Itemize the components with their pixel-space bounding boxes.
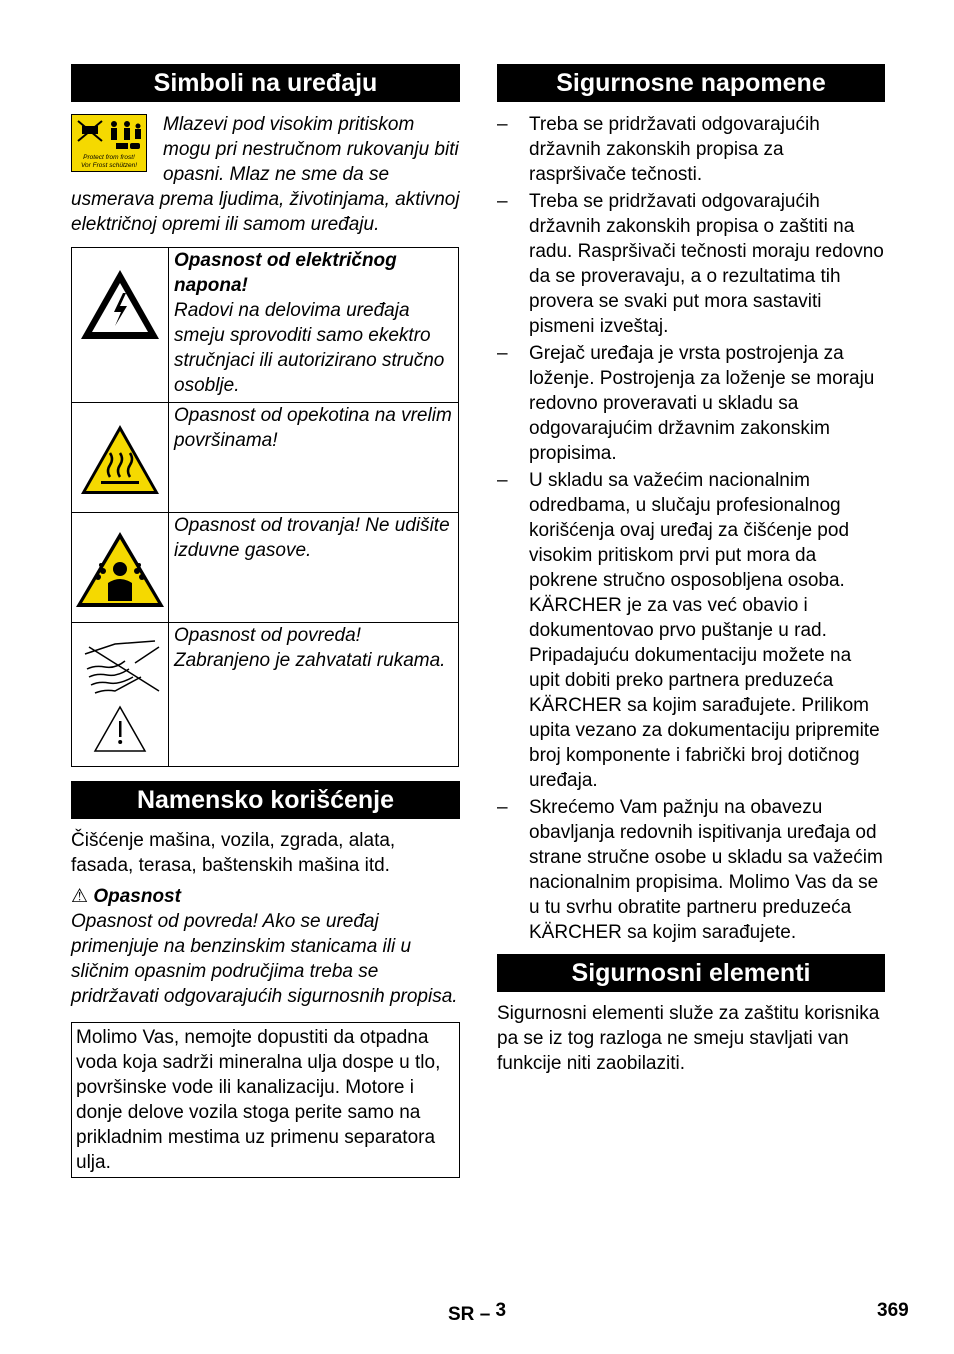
list-item bbox=[497, 112, 885, 187]
table-row bbox=[72, 623, 459, 767]
footer-dash: – bbox=[479, 1304, 491, 1325]
list-item bbox=[497, 795, 885, 945]
symbol-cell bbox=[72, 403, 169, 513]
symbol-desc: Opasnost od povreda! Zabranjeno je zahvatati rukama. bbox=[174, 625, 446, 671]
toxic-fumes-icon bbox=[73, 529, 167, 611]
footer-language bbox=[448, 1298, 506, 1327]
symbol-text bbox=[169, 248, 459, 403]
electric-hazard-icon bbox=[77, 266, 163, 344]
symbols-intro bbox=[71, 112, 460, 237]
footer-lang-code: SR bbox=[448, 1304, 475, 1325]
symbols-intro-text: Mlazevi pod visokim pritiskom mogu pri nestručnom rukovanju biti opasni. Mlaz ne sme da se usmerava prema ljudima, životinjama, aktivnoj električnoj opremi ili samom uređaju. bbox=[71, 114, 460, 235]
footer-local-page: 3 bbox=[495, 1300, 507, 1321]
table-row bbox=[72, 248, 459, 403]
environment-note: Molimo Vas, nemojte dopustiti da otpadna voda koja sadrži mineralna ulja dospe u tlo, površinske vode ili kanalizaciju. Motore i donje delove vozila stoga perite samo na prikladnim mestima uz primenu separatora ulja. bbox=[71, 1022, 460, 1178]
symbol-text bbox=[169, 513, 459, 623]
dash-bullet: – bbox=[497, 343, 508, 364]
symbol-desc: Opasnost od opekotina na vrelim površinama! bbox=[174, 405, 452, 451]
list-item-text: U skladu sa važećim nacionalnim odredbama, u slučaju profesionalnog korišćenja ovaj uređaj za čišćenje pod visokim pritiskom prvi put mora da pokrene stručno osposobljena osoba. KÄRCHER je za vas već obavio i dokumentovao prvo puštanje u rad. Pripadajuću dokumentaciju možete na upit dobiti preko partnera preduzeća KÄRCHER sa kojim sarađujete. Prilikom upita vezano za dokumentaciju pripremite broj komponente i fabrički broj dotičnog uređaja. bbox=[529, 470, 880, 791]
elements-text: Sigurnosni elementi služe za zaštitu korisnika pa se iz tog razloga ne smeju stavljati van funkcije niti zaobilaziti. bbox=[497, 1003, 880, 1074]
hot-surface-icon bbox=[77, 421, 163, 499]
list-item-text: Treba se pridržavati odgovarajućih državnih zakonskih propisa o zaštiti na radu. Raspršivači tečnosti moraju redovno da se proveravaju, a o rezultatima tih provera se svaki put mora sastaviti pismeni izveštaj. bbox=[529, 191, 884, 337]
dash-bullet: – bbox=[497, 797, 508, 818]
warning-title bbox=[71, 884, 460, 909]
symbol-text bbox=[169, 623, 459, 767]
warning-icon: ⚠ bbox=[71, 886, 89, 907]
symbol-title: Opasnost od električnog napona! bbox=[174, 250, 397, 296]
dash-bullet: – bbox=[497, 470, 508, 491]
list-item bbox=[497, 468, 885, 793]
list-item-text: Skrećemo Vam pažnju na obavezu obavljanja redovnih ispitivanja uređaja od strane stručne osobe u skladu sa važećim nacionalnim propisima. Molimo Vas da se u tu svrhu obratite partneru preduzeća KÄRCHER sa kojim sarađujete. bbox=[529, 797, 883, 943]
warning-text: Opasnost od povreda! Ako se uređaj primenjuje na benzinskim stanicama ili u sličnim opasnim područjima treba se pridržavati odgovarajućih sigurnosnih propisa. bbox=[71, 911, 458, 1007]
list-item bbox=[497, 341, 885, 466]
frost-label-2: Vor Frost schützen! bbox=[80, 162, 138, 169]
usage-heading: Namensko korišćenje bbox=[71, 781, 460, 819]
symbol-desc: Opasnost od trovanja! Ne udišite izduvne gasove. bbox=[174, 515, 450, 561]
safety-heading: Sigurnosne napomene bbox=[497, 64, 885, 102]
symbol-cell bbox=[72, 513, 169, 623]
list-item-text: Treba se pridržavati odgovarajućih državnih zakonskih propisa za raspršivače tečnosti. bbox=[529, 114, 820, 185]
symbol-text bbox=[169, 403, 459, 513]
page-number: 369 bbox=[877, 1300, 909, 1321]
dash-bullet: – bbox=[497, 191, 508, 212]
no-hand-reach-icon bbox=[75, 629, 165, 759]
elements-heading: Sigurnosni elementi bbox=[497, 954, 885, 992]
usage-text: Čišćenje mašina, vozila, zgrada, alata, fasada, terasa, baštenskih mašina itd. bbox=[71, 830, 396, 876]
high-pressure-warning-icon bbox=[71, 114, 147, 172]
symbol-cell bbox=[72, 248, 169, 403]
symbol-cell bbox=[72, 623, 169, 767]
dash-bullet: – bbox=[497, 114, 508, 135]
table-row bbox=[72, 403, 459, 513]
symbols-table bbox=[71, 247, 459, 767]
right-column bbox=[497, 64, 885, 1076]
symbols-heading: Simboli na uređaju bbox=[71, 64, 460, 102]
symbol-desc: Radovi na delovima uređaja smeju sprovoditi samo ekektro stručnjaci ili autorizirano stručno osoblje. bbox=[174, 300, 445, 396]
list-item bbox=[497, 189, 885, 339]
table-row bbox=[72, 513, 459, 623]
warning-label: Opasnost bbox=[93, 886, 181, 907]
left-column bbox=[71, 64, 460, 1178]
frost-label-1: Protect from frost! bbox=[83, 154, 135, 161]
list-item-text: Grejač uređaja je vrsta postrojenja za loženje. Postrojenja za loženje se moraju redovno proveravati u skladu sa odgovarajućim državnim zakonskim propisima. bbox=[529, 343, 875, 464]
safety-list bbox=[497, 112, 885, 945]
